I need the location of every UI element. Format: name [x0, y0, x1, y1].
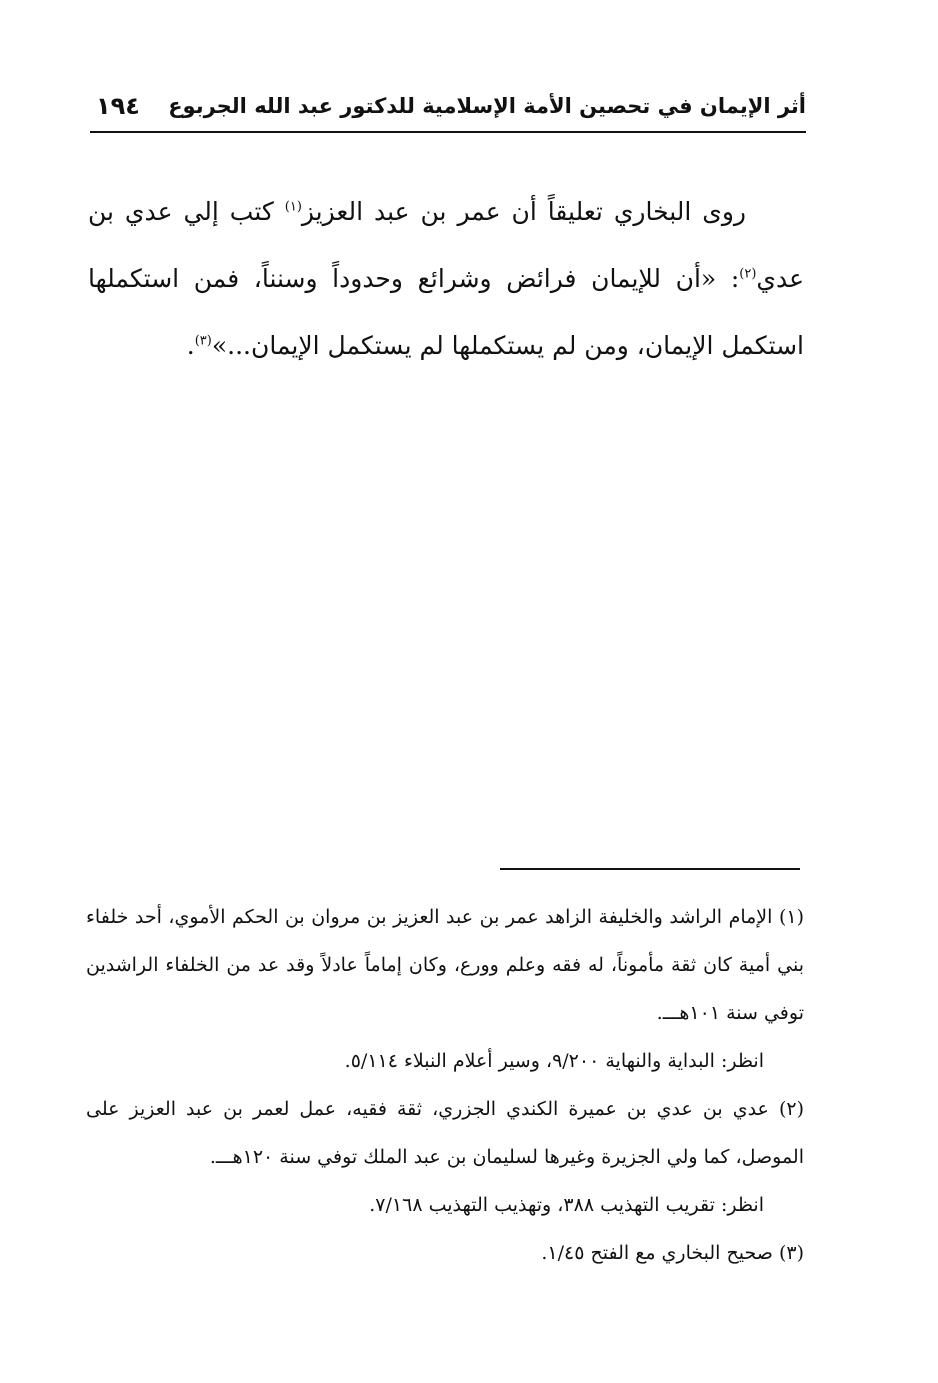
running-title: أثر الإيمان في تحصين الأمة الإسلامية للدكتور عبد الله الجربوع: [168, 94, 806, 118]
footnote-2-reference: انظر: تقريب التهذيب ٣٨٨، وتهذيب التهذيب ٧/١٦٨.: [369, 1194, 764, 1216]
footnotes: [86, 893, 804, 1277]
footnote-2: [86, 1085, 804, 1181]
page-header: [90, 92, 806, 128]
footnote-3: [86, 1229, 804, 1277]
footnote-ref-3: (٣): [194, 333, 212, 349]
footnote-1-text: الإمام الراشد والخليفة الزاهد عمر بن عبد العزيز بن مروان بن الحكم الأموي، أحد خلفاء بني أمية كان ثقة مأموناً، له فقه وعلم وورع، وكان إماماً عادلاً وقد عد من الخلفاء الراشدين توفي سنة ١٠١هـــ.: [86, 906, 804, 1024]
header-rule: [90, 131, 806, 133]
footnote-3-text: صحيح البخاري مع الفتح ١/٤٥.: [541, 1242, 773, 1264]
footnote-3-number: (٣): [778, 1242, 804, 1264]
footnote-1: [86, 893, 804, 1037]
footnote-2-number: (٢): [778, 1098, 805, 1120]
footnote-ref-2: (٢): [739, 266, 757, 282]
footnote-separator: [500, 868, 800, 870]
main-text-part-1: روى البخاري تعليقاً أن عمر بن عبد العزيز: [301, 197, 746, 226]
footnote-2-text: عدي بن عدي بن عميرة الكندي الجزري، ثقة فقيه، عمل لعمر بن عبد العزيز على الموصل، كما ولي الجزيرة وغيرها لسليمان بن عبد الملك توفي سنة ١٢٠هـــ.: [86, 1098, 804, 1168]
main-paragraph: [88, 178, 804, 379]
main-text-part-2: كتب إلي عدي بن عدي: [88, 197, 804, 293]
footnote-1-reference: انظر: البداية والنهاية ٩/٢٠٠، وسير أعلام النبلاء ٥/١١٤.: [344, 1050, 764, 1072]
main-text-part-4: .: [186, 331, 195, 360]
main-text: [88, 178, 804, 379]
footnote-1-number: (١): [778, 906, 804, 928]
main-text-part-3: : «أن للإيمان فرائض وشرائع وحدوداً وسنناً، فمن استكملها استكمل الإيمان، ومن لم يستكملها لم يستكمل الإيمان...»: [88, 264, 804, 360]
page-number: ١٩٤: [96, 92, 140, 120]
footnote-ref-1: (١): [284, 199, 302, 215]
